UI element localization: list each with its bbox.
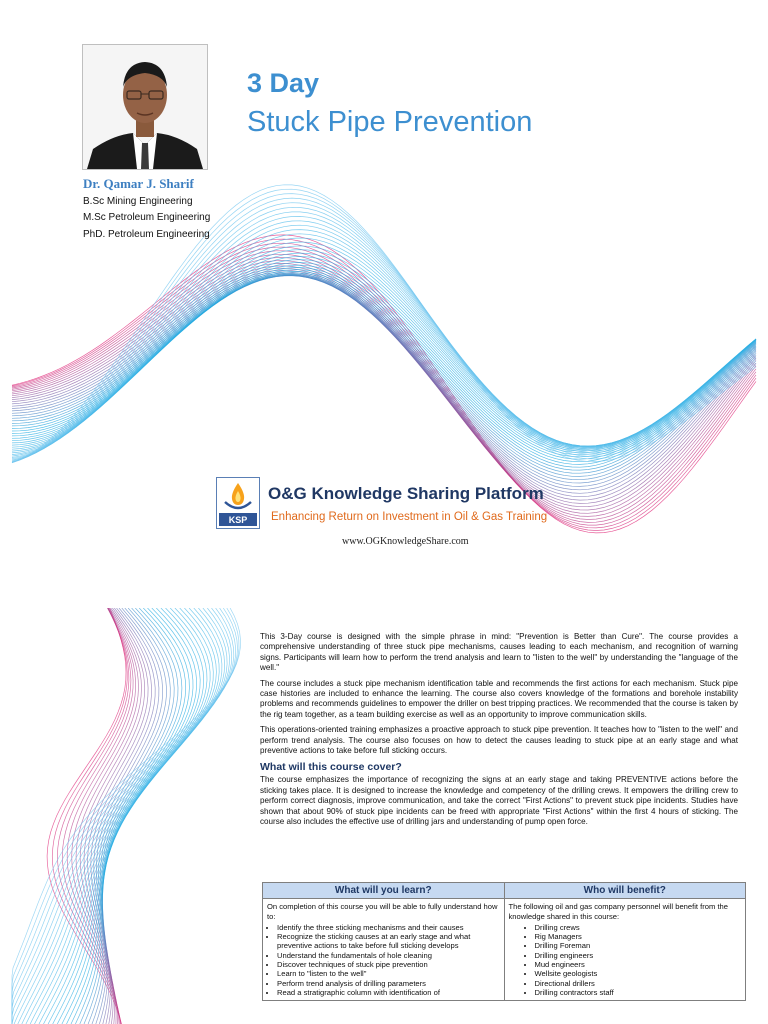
degree-bsc: B.Sc Mining Engineering — [83, 196, 193, 207]
learn-item: • Read a stratigraphic column with identification of — [277, 988, 500, 997]
content-wave-graphic — [0, 608, 260, 1024]
course-description — [260, 632, 738, 833]
benefit-list — [509, 923, 742, 997]
coverage-heading: What will this course cover? — [260, 761, 402, 774]
author-photo — [82, 44, 208, 170]
intro-paragraph: This 3-Day course is designed with the simple phrase in mind: "Prevention is Better than Cure". The course provides a comprehensive understanding of three stuck pipe mechanisms, causes leading to each mechanism, and recognition of warning signs. Participants will learn how to perform the trend analysis and learn to "listen to the well" by understanding the "language of the well." — [260, 632, 738, 673]
learn-item: • Learn to "listen to the well" — [277, 969, 500, 978]
learn-intro: On completion of this course you will be able to fully understand how to: — [267, 902, 498, 921]
mechanism-paragraph: The course includes a stuck pipe mechanism identification table and recommends the first actions for each mechanism. Stuck pipe case histories are included to enhance the learning. The course also covers knowledge of the formations and borehole instability problems and recommends guidelines to empower the driller on best tripping practices. We recommended that the course is taken by the rig team together, as a team building exercise as well as an opportunity to improve communication skills. — [260, 678, 738, 719]
learn-item: • Understand the fundamentals of hole cleaning — [277, 951, 500, 960]
benefit-item: • Drilling Foreman — [535, 941, 742, 950]
learn-item: • Discover techniques of stuck pipe prevention — [277, 960, 500, 969]
degree-phd: PhD. Petroleum Engineering — [83, 229, 210, 240]
benefit-item: • Drilling crews — [535, 923, 742, 932]
content-page — [0, 608, 768, 1024]
author-name: Dr. Qamar J. Sharif — [83, 176, 194, 191]
benefit-item: • Wellsite geologists — [535, 969, 742, 978]
learn-header: What will you learn? — [263, 883, 505, 899]
benefit-item: • Rig Managers — [535, 932, 742, 941]
learn-cell — [263, 899, 505, 1001]
ksp-logo-text: KSP — [228, 515, 248, 525]
approach-paragraph: This operations-oriented training emphasizes a proactive approach to stuck pipe prevention. It teaches how to "listen to the well" and perform trend analysis. The course also focuses on how to detect the causes leading to stuck pipe at an early stage and what preventive actions to take before full sticking occurs. — [260, 725, 738, 756]
learn-item: • Identify the three sticking mechanisms and their causes — [277, 923, 500, 932]
learn-item: • Perform trend analysis of drilling parameters — [277, 979, 500, 988]
learn-benefit-table — [262, 882, 746, 1001]
benefit-item: • Drilling engineers — [535, 951, 742, 960]
coverage-paragraph: The course emphasizes the importance of recognizing the signs at an early stage and taking PREVENTIVE actions before the sticking takes place. It is designed to increase the knowledge and competency of the drilling crews. It empowers the drilling crew to perform correct diagnosis, improve communication, and take the correct "First Actions" to prevent stuck pipe incidents. Studies have shown that about 90% of stuck pipe incidents can be freed with appropriate "First Actions" within the first 4 hours of sticking. The course also includes the effective use of drilling jars and understanding of pump open force. — [260, 775, 738, 827]
learn-list — [267, 923, 500, 997]
benefit-item: • Drilling contractors staff — [535, 988, 742, 997]
brand-tagline: Enhancing Return on Investment in Oil & Gas Training — [271, 511, 548, 523]
course-title: Stuck Pipe Prevention — [247, 106, 533, 138]
degree-msc: M.Sc Petroleum Engineering — [83, 212, 211, 223]
website-url: www.OGKnowledgeShare.com — [342, 536, 469, 547]
benefit-header: Who will benefit? — [504, 883, 746, 899]
benefit-item: • Directional drillers — [535, 979, 742, 988]
brand-name: O&G Knowledge Sharing Platform — [268, 484, 544, 503]
benefit-intro: The following oil and gas company personnel will benefit from the knowledge shared in this course: — [508, 902, 728, 921]
benefit-cell — [504, 899, 746, 1001]
learn-item: • Recognize the sticking causes at an early stage and what preventive actions to take before full sticking develops — [277, 932, 500, 951]
benefit-item: • Mud engineers — [535, 960, 742, 969]
course-duration: 3 Day — [247, 68, 320, 98]
ksp-logo — [216, 477, 260, 529]
